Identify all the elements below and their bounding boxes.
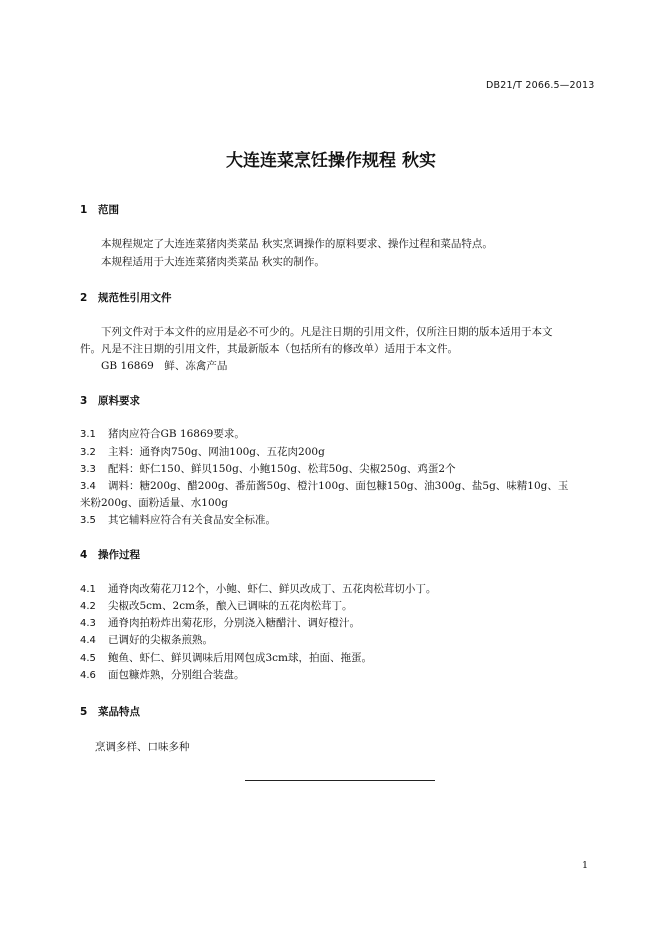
section-number: 2 — [80, 292, 88, 304]
paragraph-line: 下列文件对于本文件的应用是必不可少的。凡是注日期的引用文件，仅所注日期的版本适用于本文 — [101, 326, 553, 338]
section-title: 菜品特点 — [98, 706, 140, 718]
section-number: 5 — [80, 706, 88, 718]
item-text: 尖椒改5cm、2cm条，酿入已调味的五花肉松茸丁。 — [108, 600, 353, 612]
section-4-heading — [80, 547, 140, 562]
item-text: 调料：糖200g、醋200g、番茄酱50g、橙汁100g、面包糠150g、油300g、盐5g、味精10g、玉 — [108, 480, 569, 492]
item-text: 配料：虾仁150、鲜贝150g、小鲍150g、松茸50g、尖椒250g、鸡蛋2个 — [108, 463, 456, 475]
section-2-heading — [80, 290, 172, 305]
section-3-heading — [80, 393, 140, 408]
item-number: 3.5 — [80, 515, 96, 526]
paragraph: 烹调多样、口味多种 — [95, 741, 190, 753]
document-code: DB21/T 2066.5—2013 — [486, 80, 595, 91]
document-title: 大连连菜烹饪操作规程 秋实 — [226, 151, 436, 171]
item-text: 猪肉应符合GB 16869要求。 — [108, 428, 245, 440]
paragraph: 本规程适用于大连连菜猪肉类菜品 秋实的制作。 — [101, 256, 325, 268]
page-number: 1 — [582, 860, 589, 871]
item-text: 主料：通脊肉750g、网油100g、五花肉200g — [108, 446, 325, 458]
list-item — [80, 478, 568, 493]
item-number: 4.3 — [80, 618, 96, 629]
item-number: 3.1 — [80, 429, 96, 440]
list-item — [80, 650, 372, 665]
list-item — [80, 512, 276, 527]
item-text: 已调好的尖椒条煎熟。 — [108, 634, 213, 646]
item-number: 3.4 — [80, 481, 96, 492]
section-title: 操作过程 — [98, 549, 140, 561]
list-item — [80, 444, 325, 459]
normative-reference: GB 16869 鲜、冻禽产品 — [101, 360, 228, 372]
item-number: 3.3 — [80, 464, 96, 475]
item-number: 4.1 — [80, 584, 96, 595]
list-item — [80, 581, 436, 596]
end-rule — [245, 780, 435, 781]
list-item-continuation: 米粉200g、面粉适量、水100g — [80, 497, 229, 509]
section-title: 范围 — [98, 204, 119, 216]
list-item — [80, 667, 245, 682]
list-item — [80, 632, 213, 647]
section-number: 1 — [80, 204, 88, 216]
item-number: 4.2 — [80, 601, 96, 612]
item-number: 4.4 — [80, 635, 96, 646]
item-text: 其它辅料应符合有关食品安全标准。 — [108, 514, 276, 526]
section-number: 3 — [80, 395, 88, 407]
section-1-heading — [80, 202, 119, 217]
list-item — [80, 461, 456, 476]
paragraph-line: 件。凡是不注日期的引用文件，其最新版本（包括所有的修改单）适用于本文件。 — [80, 343, 458, 355]
paragraph: 本规程规定了大连连菜猪肉类菜品 秋实烹调操作的原料要求、操作过程和菜品特点。 — [101, 238, 493, 250]
section-number: 4 — [80, 549, 88, 561]
item-number: 3.2 — [80, 447, 96, 458]
list-item — [80, 598, 353, 613]
item-text: 通脊肉改菊花刀12个，小鲍、虾仁、鲜贝改成丁、五花肉松茸切小丁。 — [108, 583, 437, 595]
item-number: 4.6 — [80, 670, 96, 681]
item-text: 面包糠炸熟，分别组合装盘。 — [108, 669, 245, 681]
list-item — [80, 615, 360, 630]
section-title: 原料要求 — [98, 395, 140, 407]
section-5-heading — [80, 704, 140, 719]
item-text: 通脊肉拍粉炸出菊花形，分别浇入糖醋汁、调好橙汁。 — [108, 617, 360, 629]
section-title: 规范性引用文件 — [98, 292, 172, 304]
item-text: 鲍鱼、虾仁、鲜贝调味后用网包成3cm球，拍面、拖蛋。 — [108, 652, 373, 664]
list-item — [80, 426, 245, 441]
item-number: 4.5 — [80, 653, 96, 664]
